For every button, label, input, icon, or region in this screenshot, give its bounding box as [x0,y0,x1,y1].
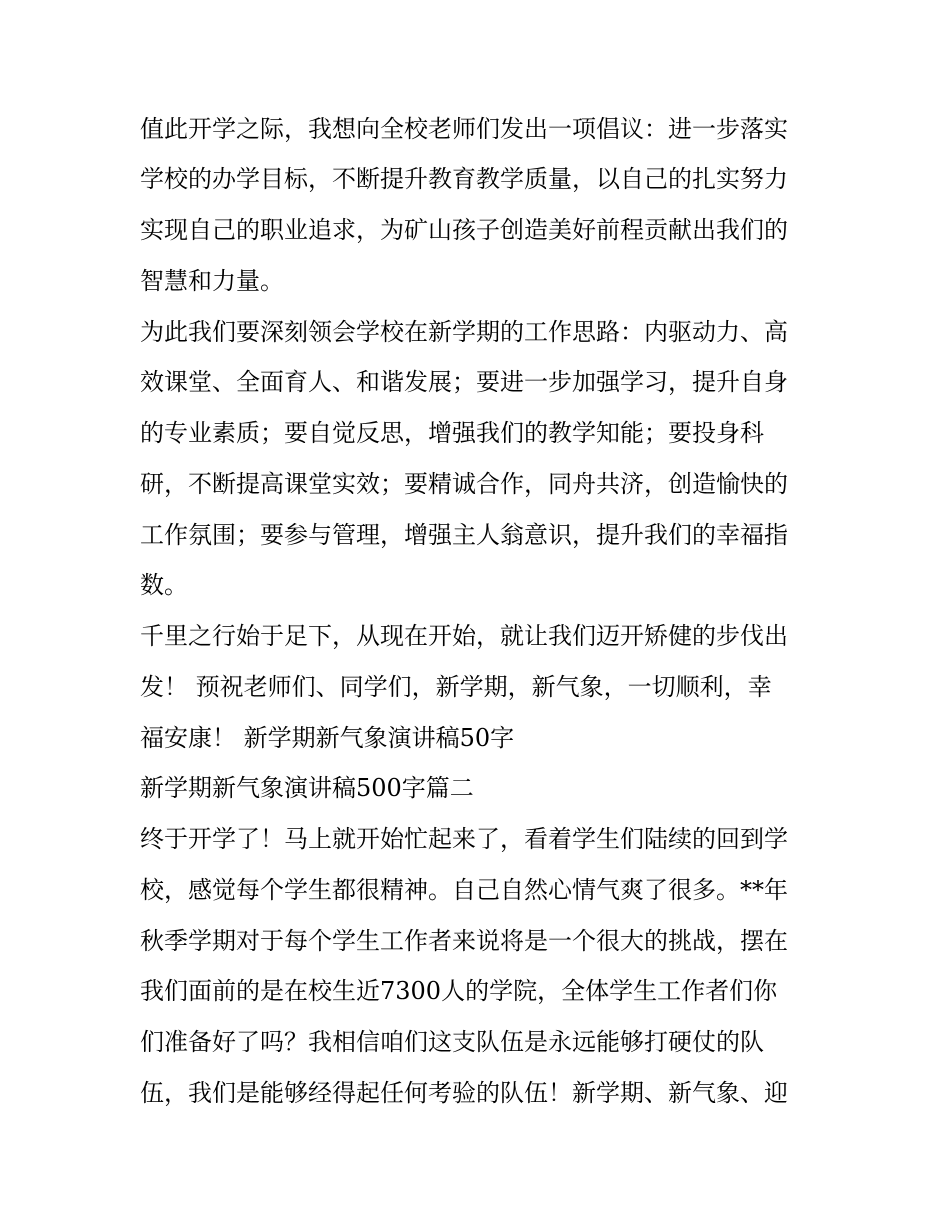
text-line: 研，不断提高课堂实效；要精诚合作，同舟共济，创造愉快的 [140,470,788,498]
text-line: 我们面前的是在校生近7300人的学院，全体学生工作者们你 [140,977,778,1005]
text-line: 效课堂、全面育人、和谐发展；要进一步加强学习，提升自身 [140,368,788,396]
text-line: 值此开学之际，我想向全校老师们发出一项倡议：进一步落实 [140,115,788,143]
section-heading: 新学期新气象演讲稿500字篇二 [140,774,474,802]
text-line: 终于开学了！马上就开始忙起来了，看着学生们陆续的回到学 [140,825,788,853]
text-line: 实现自己的职业追求，为矿山孩子创造美好前程贡献出我们的 [140,216,788,244]
text-line: 的专业素质；要自觉反思，增强我们的教学知能；要投身科 [140,419,764,447]
text-line: 学校的办学目标，不断提升教育教学质量，以自己的扎实努力 [140,165,788,193]
text-line: 数。 [140,571,188,599]
text-line: 秋季学期对于每个学生工作者来说将是一个很大的挑战，摆在 [140,927,788,955]
text-line: 智慧和力量。 [140,267,284,295]
text-line: 千里之行始于足下，从现在开始，就让我们迈开矫健的步伐出 [140,622,788,650]
text-line: 发！ 预祝老师们、同学们，新学期，新气象，一切顺利，幸 [140,673,772,701]
text-line: 校，感觉每个学生都很精神。自己自然心情气爽了很多。**年 [140,876,788,904]
text-line: 福安康！ 新学期新气象演讲稿50字 [140,724,515,752]
text-line: 为此我们要深刻领会学校在新学期的工作思路：内驱动力、高 [140,318,788,346]
text-line: 伍，我们是能够经得起任何考验的队伍！新学期、新气象、迎 [140,1079,788,1107]
text-line: 们准备好了吗？我相信咱们这支队伍是永远能够打硬仗的队 [140,1028,764,1056]
text-line: 工作氛围；要参与管理，增强主人翁意识，提升我们的幸福指 [140,521,788,549]
